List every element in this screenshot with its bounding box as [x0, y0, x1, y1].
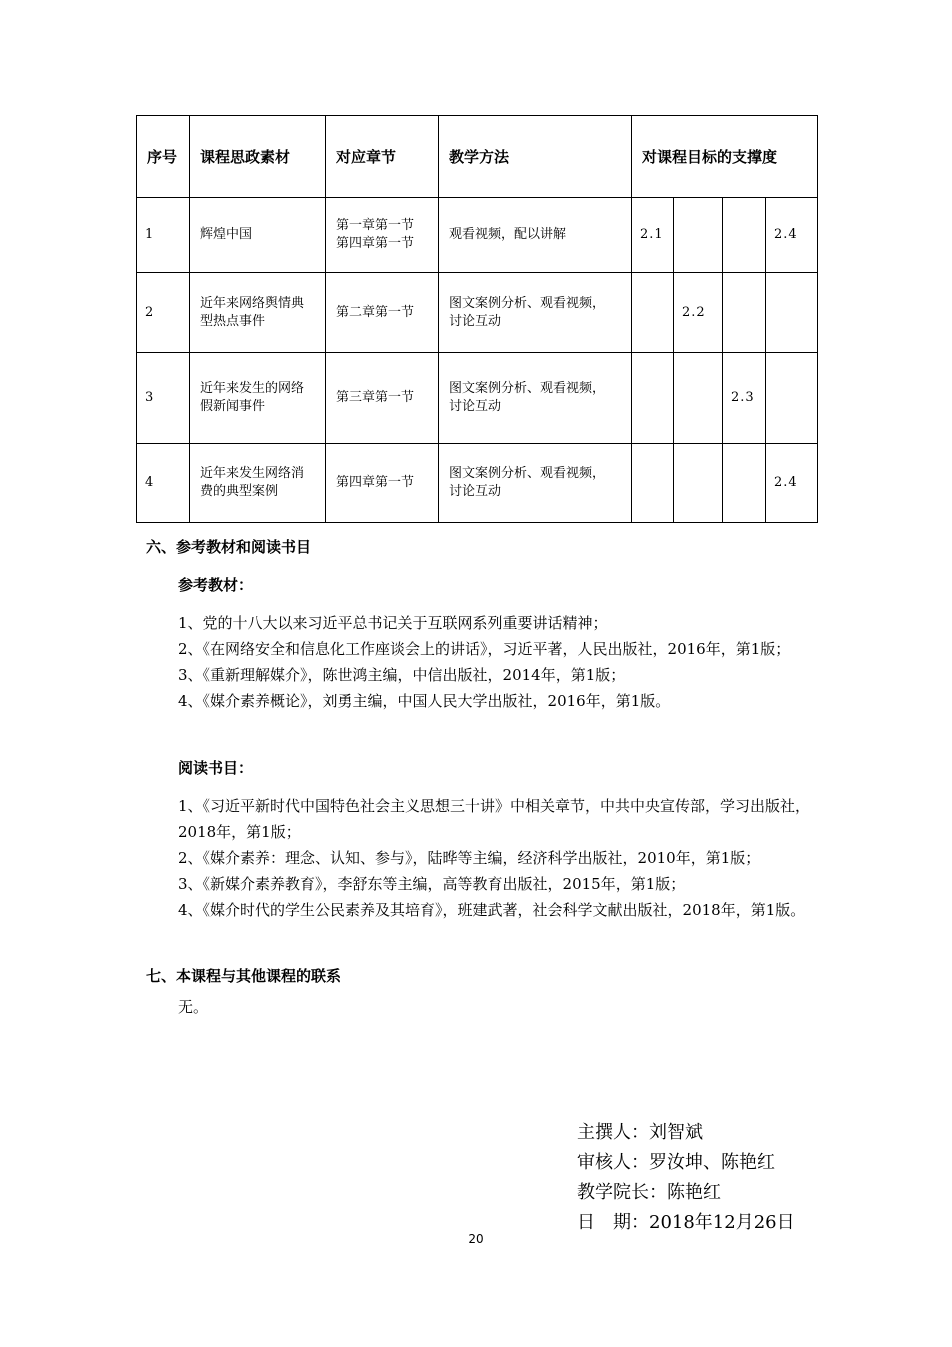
support-score-cell — [723, 273, 766, 353]
table-header-row — [137, 116, 818, 198]
table-row — [137, 198, 818, 273]
list-item: 3、《重新理解媒介》，陈世鸿主编，中信出版社，2014年，第1版； — [178, 666, 626, 684]
material-cell: 近年来发生的网络 假新闻事件 — [190, 353, 326, 444]
support-score-cell — [632, 273, 674, 353]
row-number: 1 — [137, 198, 190, 273]
header-material: 课程思政素材 — [190, 116, 326, 198]
row-number: 4 — [137, 444, 190, 523]
section-7-title: 七、本课程与其他课程的联系 — [146, 967, 342, 985]
chapter-cell: 第四章第一节 — [326, 444, 439, 523]
support-score-cell: 2.3 — [723, 353, 766, 444]
list-item: 4、《媒介时代的学生公民素养及其培育》，班建武著，社会科学文献出版社，2018年，第1版。 — [178, 901, 806, 919]
list-item: 2、《媒介素养：理念、认知、参与》，陆晔等主编，经济科学出版社，2010年，第1版； — [178, 849, 761, 867]
header-method: 教学方法 — [439, 116, 632, 198]
support-score-cell — [632, 444, 674, 523]
table-row — [137, 353, 818, 444]
row-number: 3 — [137, 353, 190, 444]
method-cell: 图文案例分析、观看视频， 讨论互动 — [439, 273, 632, 353]
support-score-cell — [766, 353, 818, 444]
textbook-list — [178, 610, 814, 714]
support-score-cell — [632, 353, 674, 444]
material-cell: 近年来发生网络消 费的典型案例 — [190, 444, 326, 523]
support-score-cell — [674, 353, 723, 444]
reading-list — [178, 793, 814, 923]
signature-block — [577, 1118, 795, 1238]
method-cell: 图文案例分析、观看视频， 讨论互动 — [439, 444, 632, 523]
material-cell: 近年来网络舆情典 型热点事件 — [190, 273, 326, 353]
table-row — [137, 444, 818, 523]
material-cell: 辉煌中国 — [190, 198, 326, 273]
method-cell: 图文案例分析、观看视频， 讨论互动 — [439, 353, 632, 444]
table-row — [137, 273, 818, 353]
support-score-cell — [723, 444, 766, 523]
method-cell: 观看视频，配以讲解 — [439, 198, 632, 273]
support-score-cell: 2.2 — [674, 273, 723, 353]
support-score-cell — [674, 444, 723, 523]
header-support: 对课程目标的支撑度 — [632, 116, 818, 198]
header-no: 序号 — [137, 116, 190, 198]
chapter-cell: 第一章第一节 第四章第一节 — [326, 198, 439, 273]
support-score-cell — [766, 273, 818, 353]
readings-title: 阅读书目： — [178, 759, 254, 777]
support-score-cell: 2.4 — [766, 444, 818, 523]
section-7-content: 无。 — [178, 998, 209, 1016]
chapter-cell: 第二章第一节 — [326, 273, 439, 353]
list-item: 1、《习近平新时代中国特色社会主义思想三十讲》中相关章节，中共中央宣传部，学习出版社，2018年，第1版； — [178, 797, 811, 841]
list-item: 1、党的十八大以来习近平总书记关于互联网系列重要讲话精神； — [178, 614, 608, 632]
page-number: 20 — [468, 1232, 484, 1246]
list-item: 2、《在网络安全和信息化工作座谈会上的讲话》，习近平著，人民出版社，2016年，第1版； — [178, 640, 791, 658]
section-6-title: 六、参考教材和阅读书目 — [146, 538, 312, 556]
chapter-cell: 第三章第一节 — [326, 353, 439, 444]
support-score-cell — [723, 198, 766, 273]
header-chapter: 对应章节 — [326, 116, 439, 198]
course-material-table — [136, 115, 818, 523]
support-score-cell — [674, 198, 723, 273]
reviewer-line: 审核人：罗汝坤、陈艳红 — [577, 1152, 775, 1173]
support-score-cell: 2.1 — [632, 198, 674, 273]
list-item: 4、《媒介素养概论》，刘勇主编，中国人民大学出版社，2016年，第1版。 — [178, 692, 671, 710]
author-line: 主撰人：刘智斌 — [577, 1122, 703, 1143]
list-item: 3、《新媒介素养教育》，李舒东等主编，高等教育出版社，2015年，第1版； — [178, 875, 686, 893]
support-score-cell: 2.4 — [766, 198, 818, 273]
row-number: 2 — [137, 273, 190, 353]
dean-line: 教学院长：陈艳红 — [577, 1182, 721, 1203]
date-line: 日 期：2018年12月26日 — [577, 1212, 795, 1233]
textbooks-title: 参考教材： — [178, 576, 254, 594]
